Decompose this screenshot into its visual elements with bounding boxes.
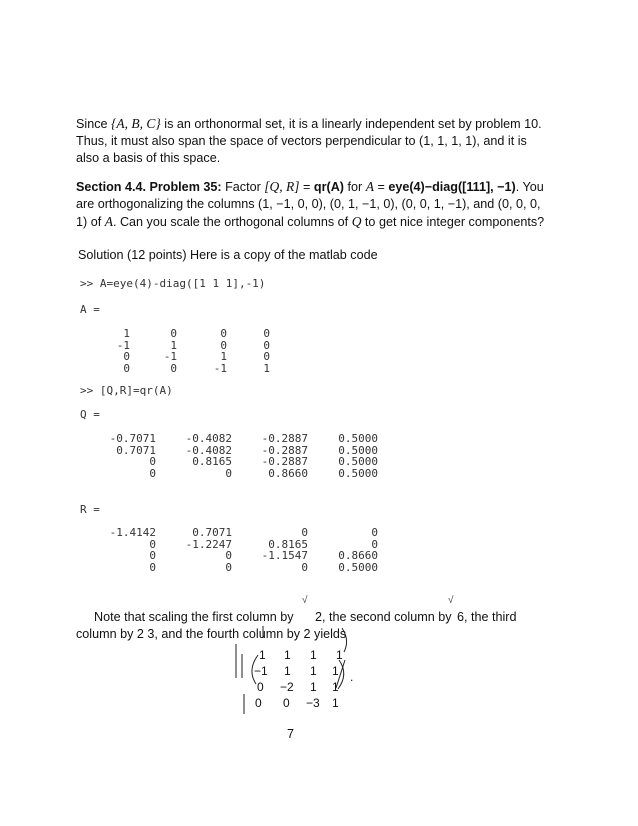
math-set: {A, B, C} [111, 116, 161, 131]
matrix-cell: 0 [283, 696, 290, 710]
matrix-cell: 0 [257, 680, 264, 694]
page-number: 7 [287, 727, 295, 741]
text: is an orthonormal set, it is a linearly independent set by problem 10. Thus, it must also span the space of vectors perpendicular to (1, 1, 1, 1), and it is also a basis of this space. [76, 117, 542, 166]
math-qr-a: qr(A) [313, 180, 344, 194]
matrix-cell: 1 [310, 648, 317, 662]
note-line-1c: 6, the third [457, 610, 517, 624]
problem-label: Problem 35: [146, 180, 222, 194]
matrix-col: 0 1 -1 0 [163, 327, 177, 375]
math-a: A [104, 214, 113, 230]
matrix-cell: 1 [332, 680, 339, 694]
matrix-cell: −3 [306, 696, 320, 710]
matrix-cell: 1 [332, 696, 339, 710]
text: . Can you scale the orthogonal columns of [112, 215, 352, 230]
text: for [344, 180, 366, 194]
matrix-col: 0.5000 0.5000 0.5000 0.5000 [338, 432, 378, 480]
matrix-cell: −2 [280, 680, 294, 694]
matrix-cell: 1 [336, 648, 343, 662]
sqrt-symbol: √ [302, 595, 308, 606]
matrix-col: 0 0 1 -1 [213, 327, 227, 375]
matrix-col: -0.2887 -0.2887 -0.2887 0.8660 [261, 432, 308, 480]
sqrt-symbol: √ [448, 595, 454, 606]
result-matrix [250, 648, 350, 718]
math-expression: eye(4)−diag([111], −1) [388, 180, 516, 194]
text: = [373, 180, 389, 194]
matrix-cell: 1 [259, 648, 266, 662]
matlab-command-qr: >> [Q,R]=qr(A) [80, 384, 173, 397]
matrix-col: 0.7071 -1.2247 0 0 [185, 526, 232, 574]
matlab-label-r: R = [80, 503, 100, 516]
matrix-col: -0.7071 0.7071 0 0 [109, 432, 156, 480]
text: . You are orthogonalizing the columns (1, −1, 0, 0), (0, 1, −1, 0), (0, 0, 1, −1), and (0, 0, 0, 1) of [76, 180, 544, 230]
text: to get nice integer components? [361, 215, 545, 230]
note-line-1b: 2, the second column by [315, 610, 452, 624]
matrix-col: -1.4142 0 0 0 [109, 526, 156, 574]
matrix-cell: 1 [310, 680, 317, 694]
text: Since [76, 117, 112, 131]
math-q: Q [351, 214, 362, 230]
math-a: A [365, 179, 374, 194]
section-label: Section 4.4. [76, 180, 146, 194]
matrix-cell: 0 [255, 696, 262, 710]
matlab-label-a: A = [80, 303, 100, 316]
text: Factor [221, 180, 265, 194]
matrix-col: 1 -1 0 0 [116, 327, 130, 375]
note-line-1a: Note that scaling the first column by [94, 610, 294, 624]
matrix-cell: −1 [254, 664, 268, 678]
result-period: . [350, 670, 354, 684]
matrix-col: -0.4082 -0.4082 0.8165 0 [185, 432, 232, 480]
note-line-2: column by 2 3, and the fourth column by 2 yields [76, 627, 347, 641]
matlab-label-q: Q = [80, 408, 100, 421]
text: = [299, 180, 314, 194]
solution-intro: Solution (12 points) Here is a copy of the matlab code [78, 248, 378, 262]
matrix-cell: 1 [310, 664, 317, 678]
matrix-cell: 1 [332, 664, 339, 678]
matrix-cell: 1 [284, 664, 291, 678]
matrix-col: 0 0 0 1 [263, 327, 270, 375]
matlab-command-a: >> A=eye(4)-diag([1 1 1],-1) [80, 277, 266, 290]
matrix-col: 0 0 0.8660 0.5000 [338, 526, 378, 574]
matrix-col: 0 0.8165 -1.1547 0 [261, 526, 308, 574]
matrix-cell: 1 [284, 648, 291, 662]
math-qr: [Q, R] [264, 179, 300, 194]
